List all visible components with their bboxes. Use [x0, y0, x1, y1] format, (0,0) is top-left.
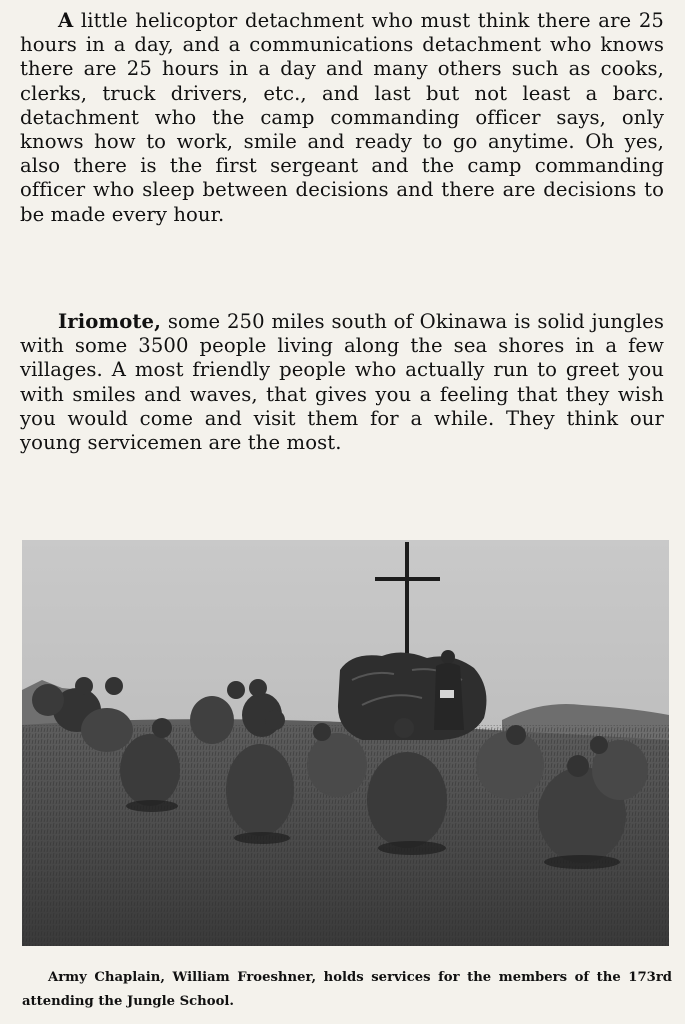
article-paragraph-2 [20, 310, 664, 455]
paragraph-lead-word: Iriomote, [58, 310, 162, 333]
paragraph-body: little helicoptor detachment who must think there are 25 hours in a day, and a communications detachment who knows there are 25 hours in a day and many others such as cooks, clerks, truck drivers, etc., and last but not least a barc. detachment who the camp commanding officer says, only knows how to work, smile and ready to go anytime. Oh yes, also there is the first sergeant and the camp commanding officer who sleep between decisions and there are decisions to be made every hour. [20, 9, 664, 226]
photo-caption-text: Army Chaplain, William Froeshner, holds services for the members of the 173rd attending the Jungle School. [22, 970, 672, 1009]
paragraph-body: some 250 miles south of Okinawa is solid jungles with some 3500 people living along the sea shores in a few villages. A most friendly people who actually run to greet you with smiles and waves, that gives you a feeling that they wish you would come and visit them for a while. They think our young servicemen are the most. [20, 310, 664, 455]
chaplain-service-photo [22, 540, 669, 946]
photo-caption [22, 966, 672, 1014]
paragraph-lead-word: A [58, 9, 74, 32]
article-paragraph-1 [20, 9, 664, 227]
photo-illustration [22, 540, 669, 946]
